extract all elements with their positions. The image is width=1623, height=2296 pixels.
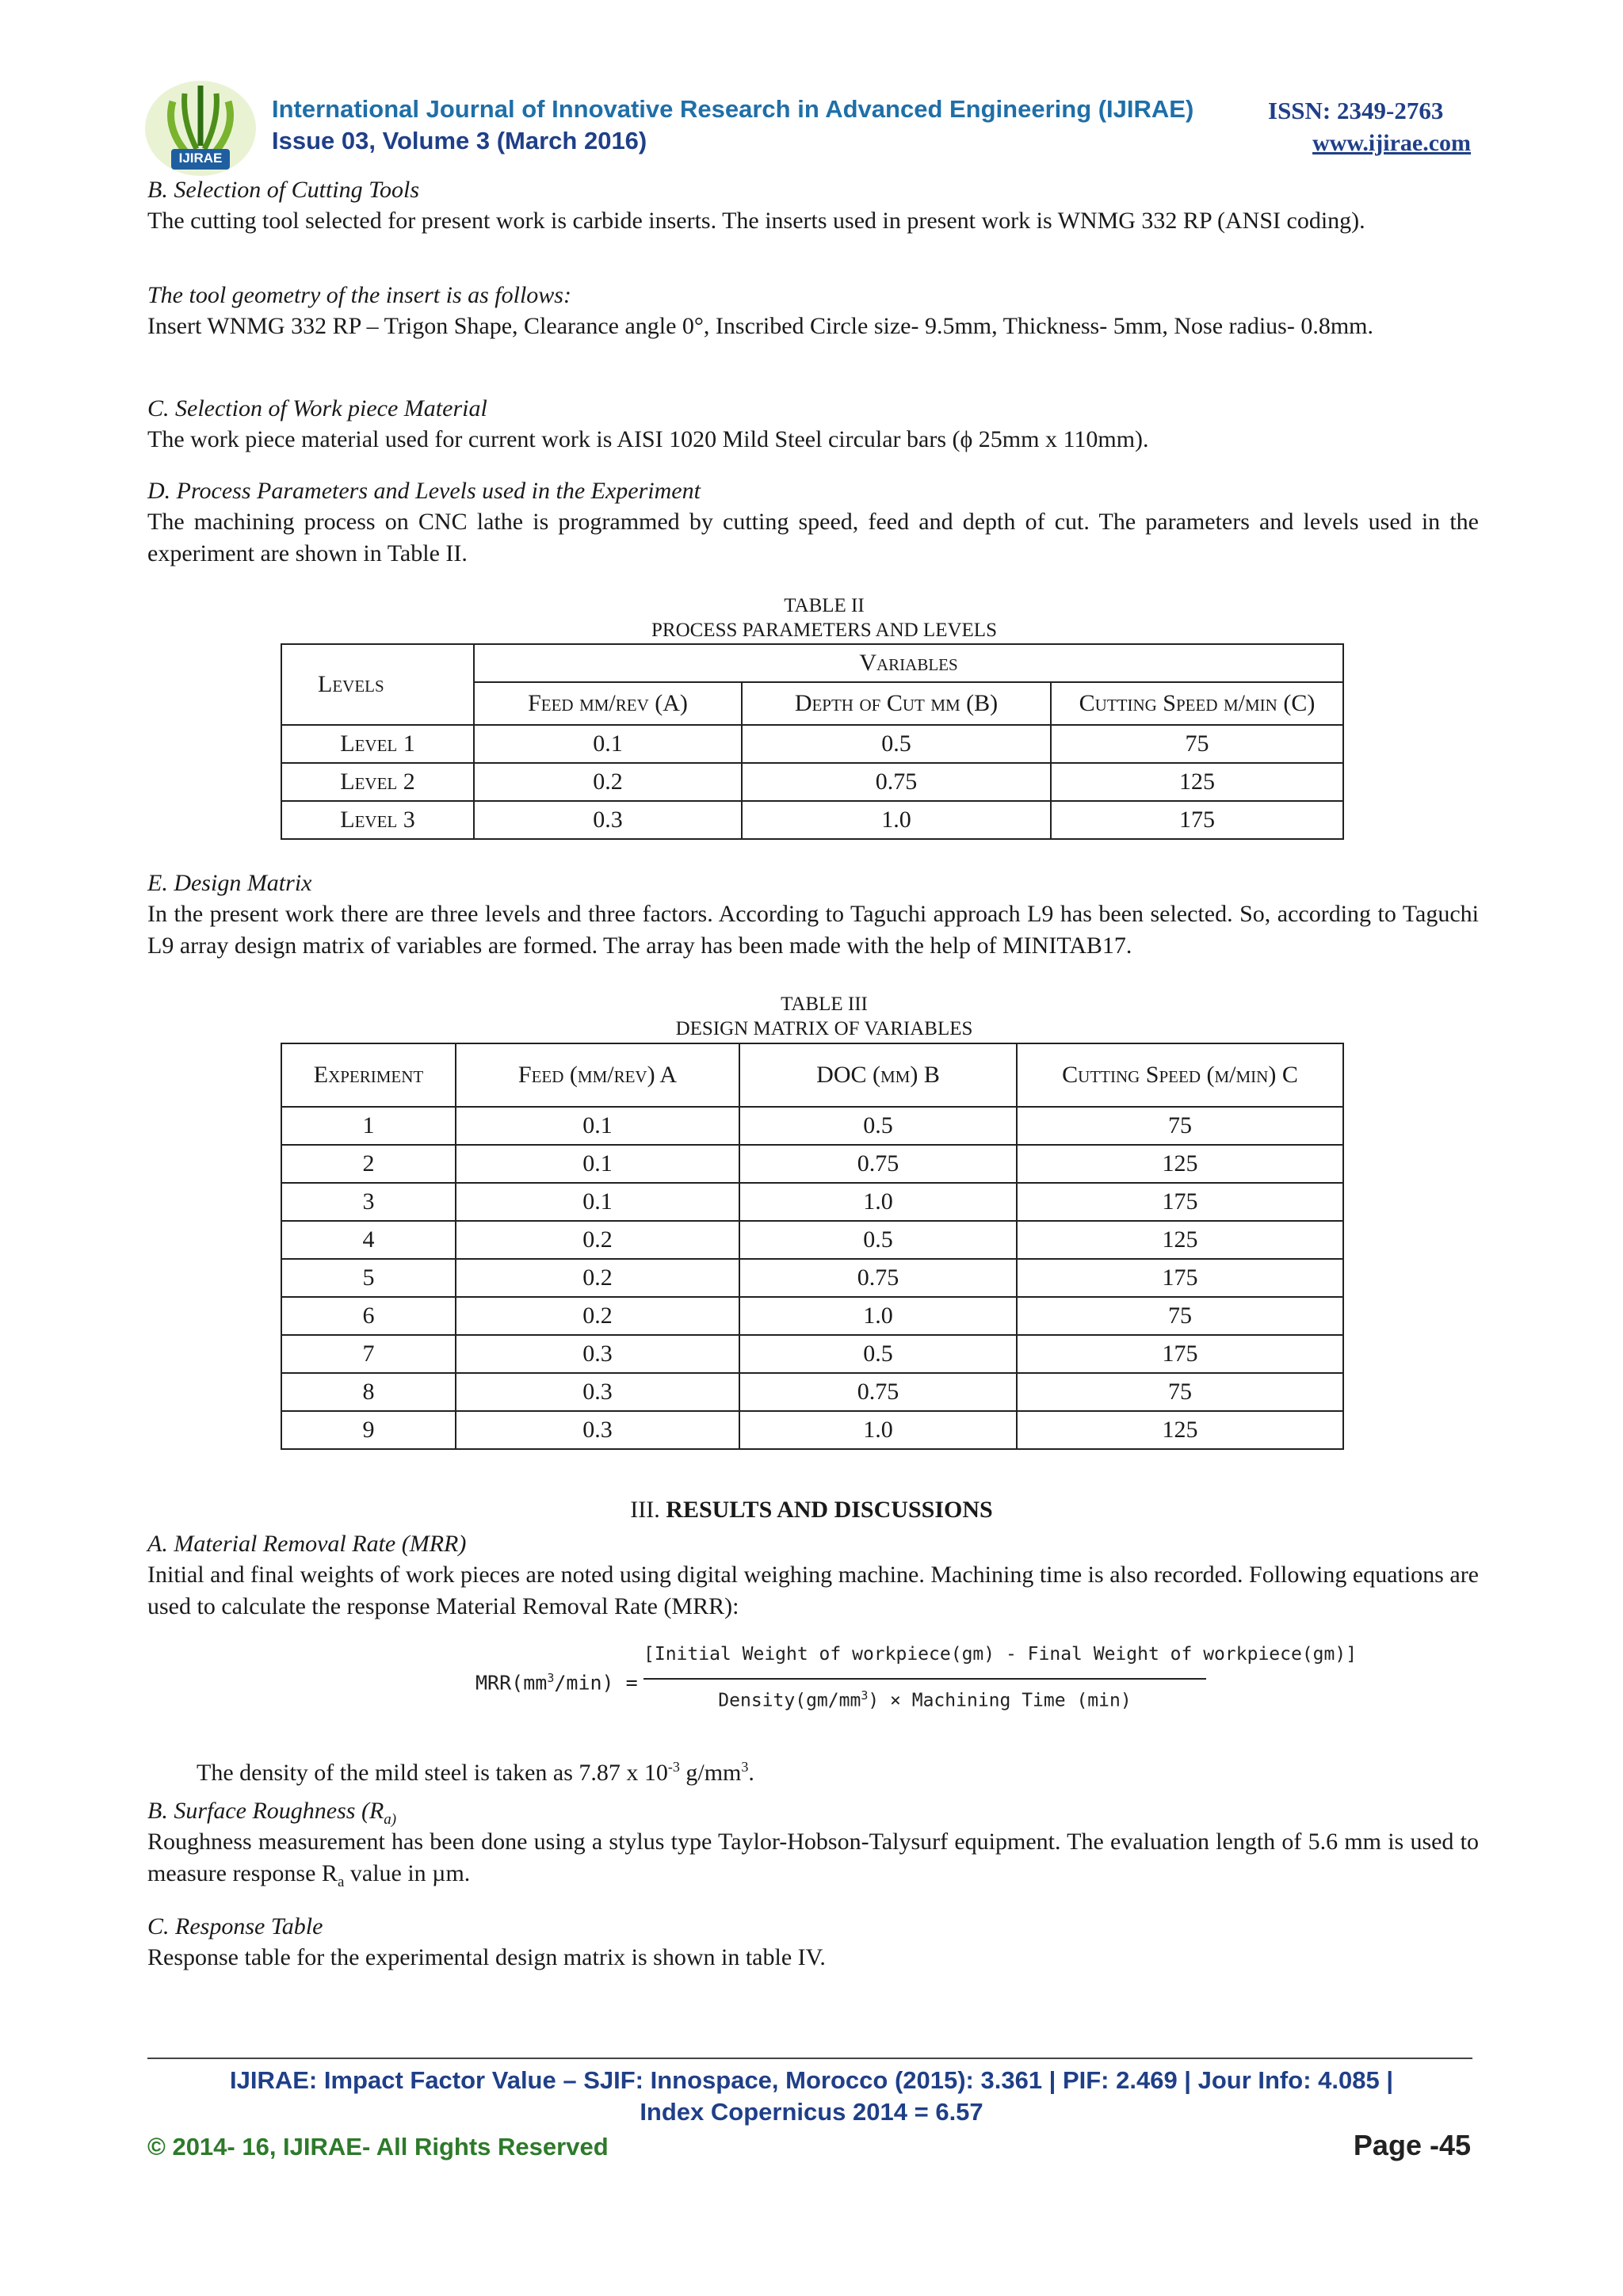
footer-impact-line1: IJIRAE: Impact Factor Value – SJIF: Innospace, Morocco (2015): 3.361 | PIF: 2.469 | Jour Info: 4.085 | [230, 2066, 1393, 2094]
section-c2-text: Response table for the experimental design matrix is shown in table IV. [147, 1944, 826, 1970]
table-row [281, 1107, 1343, 1145]
table3-exp-cell: 5 [281, 1259, 456, 1297]
table3-feed-cell: 0.1 [456, 1183, 739, 1221]
table3-doc-cell: 0.75 [739, 1259, 1017, 1297]
table2-speed-cell: 75 [1051, 725, 1343, 763]
table3-feed-cell: 0.2 [456, 1259, 739, 1297]
table3-feed-cell: 0.1 [456, 1145, 739, 1183]
footer-impact-line2: Index Copernicus 2014 = 6.57 [640, 2098, 983, 2126]
section-a-text: Initial and final weights of work pieces are noted using digital weighing machine. Machining time is also recorded. Following equations are used to calculate the response Material Removal Rate (MRR): [147, 1562, 1479, 1619]
table-row [281, 801, 1343, 839]
table3-speed-cell: 125 [1017, 1411, 1343, 1449]
table3-doc-cell: 1.0 [739, 1297, 1017, 1335]
table2-speed-cell: 175 [1051, 801, 1343, 839]
table3-speed-cell: 75 [1017, 1107, 1343, 1145]
mrr-equation-lhs: $MRR(mm^3/\min)$ = [475, 1671, 638, 1695]
table3-speed-cell: 175 [1017, 1183, 1343, 1221]
journal-issue: Issue 03, Volume 3 (March 2016) [272, 127, 647, 154]
table-row [281, 1221, 1343, 1259]
results-heading [0, 1494, 1623, 1526]
table3-exp-cell: 6 [281, 1297, 456, 1335]
table2-level-cell: Level 2 [281, 763, 474, 801]
section-b2-heading: B. Surface Roughness ($R_{a)}$ [147, 1798, 397, 1828]
table3-experiment-header: Experiment [281, 1043, 456, 1107]
table2-depth-cell: 1.0 [742, 801, 1051, 839]
section-b2-text: Roughness measurement has been done using a stylus type Taylor-Hobson-Talysurf equipment. The evaluation length of 5.6 mm is used to measure response $R_a$ value in µm. [147, 1829, 1479, 1890]
footer-divider [147, 2058, 1472, 2059]
table3-exp-cell: 4 [281, 1221, 456, 1259]
mrr-equation-numerator: [Initial Weight of workpiece(gm) - Final Weight of workpiece(gm)] [643, 1644, 1358, 1665]
density-text: The density of the mild steel is taken as 7.87 x $10^{-3}$ $g/mm^3$. [197, 1759, 754, 1786]
table3-feed-cell: 0.3 [456, 1335, 739, 1373]
table2-feed-cell: 0.3 [474, 801, 742, 839]
table3-feed-cell: 0.3 [456, 1411, 739, 1449]
table3-doc-cell: 0.75 [739, 1145, 1017, 1183]
section-c2-heading: C. Response Table [147, 1913, 323, 1939]
table3-exp-cell: 7 [281, 1335, 456, 1373]
mrr-equation [475, 1644, 1358, 1731]
table3-caption-number: TABLE III [781, 994, 868, 1015]
table2-col-depth: Depth of Cut mm (B) [742, 682, 1051, 725]
table3-exp-cell: 1 [281, 1107, 456, 1145]
journal-logo [141, 70, 260, 177]
section-e-heading: E. Design Matrix [147, 870, 312, 896]
mrr-equation-denominator: $Density(gm/mm^3)$ × Machining Time (min) [718, 1688, 1132, 1711]
table3-speed-header: Cutting Speed (m/min) C [1017, 1043, 1343, 1107]
table3-speed-cell: 75 [1017, 1297, 1343, 1335]
table-row [281, 1373, 1343, 1411]
table3-doc-cell: 1.0 [739, 1411, 1017, 1449]
section-d-heading: D. Process Parameters and Levels used in the Experiment [147, 478, 701, 504]
section-b-heading: B. Selection of Cutting Tools [147, 177, 420, 203]
table3-speed-cell: 175 [1017, 1259, 1343, 1297]
table3-doc-cell: 0.5 [739, 1107, 1017, 1145]
table2-level-cell: Level 3 [281, 801, 474, 839]
table2-level-cell: Level 1 [281, 725, 474, 763]
table-row [281, 725, 1343, 763]
table3-doc-cell: 0.75 [739, 1373, 1017, 1411]
table2-depth-cell: 0.75 [742, 763, 1051, 801]
table-row [281, 1183, 1343, 1221]
results-heading-number: III. [630, 1497, 660, 1523]
section-c-heading: C. Selection of Work piece Material [147, 395, 487, 421]
table3-exp-cell: 2 [281, 1145, 456, 1183]
footer-copyright: © 2014- 16, IJIRAE- All Rights Reserved [147, 2133, 609, 2161]
table2-variables-header: Variables [474, 644, 1343, 682]
table3-speed-cell: 75 [1017, 1373, 1343, 1411]
section-a-heading: A. Material Removal Rate (MRR) [147, 1531, 467, 1557]
table3-feed-cell: 0.2 [456, 1221, 739, 1259]
table2-col-speed: Cutting Speed m/min (C) [1051, 682, 1343, 725]
design-matrix-table [281, 1043, 1344, 1450]
table-row [281, 763, 1343, 801]
table2-caption-number: TABLE II [784, 595, 865, 616]
journal-title: International Journal of Innovative Research in Advanced Engineering (IJIRAE) [272, 95, 1194, 123]
section-b-text: The cutting tool selected for present work is carbide inserts. The inserts used in present work is WNMG 332 RP (ANSI coding). [147, 208, 1365, 234]
section-d-text: The machining process on CNC lathe is programmed by cutting speed, feed and depth of cut. The parameters and levels used in the experiment are shown in Table II. [147, 509, 1479, 566]
logo-text: IJIRAE [178, 151, 223, 166]
table-row [281, 1145, 1343, 1183]
table-row [281, 1259, 1343, 1297]
table2-feed-cell: 0.2 [474, 763, 742, 801]
table-row [281, 1411, 1343, 1449]
table-row [281, 1297, 1343, 1335]
table3-feed-header: Feed (mm/rev) A [456, 1043, 739, 1107]
table3-feed-cell: 0.3 [456, 1373, 739, 1411]
table2-levels-header: Levels [281, 644, 474, 725]
section-c-text: The work piece material used for current work is AISI 1020 Mild Steel circular bars (ϕ 25mm x 110mm). [147, 426, 1149, 452]
table3-doc-cell: 1.0 [739, 1183, 1017, 1221]
table3-exp-cell: 3 [281, 1183, 456, 1221]
table3-speed-cell: 125 [1017, 1221, 1343, 1259]
process-parameters-table [281, 643, 1344, 840]
table2-caption-title: PROCESS PARAMETERS AND LEVELS [651, 620, 997, 641]
mrr-fraction-bar [643, 1678, 1206, 1680]
table2-col-feed: Feed mm/rev (A) [474, 682, 742, 725]
table3-speed-cell: 125 [1017, 1145, 1343, 1183]
tool-geometry-text: Insert WNMG 332 RP – Trigon Shape, Clearance angle 0°, Inscribed Circle size- 9.5mm, Thickness- 5mm, Nose radius- 0.8mm. [147, 313, 1374, 339]
table-row [281, 1335, 1343, 1373]
page-number: Page -45 [1353, 2129, 1471, 2161]
table2-speed-cell: 125 [1051, 763, 1343, 801]
journal-website-link[interactable]: www.ijirae.com [1312, 130, 1471, 156]
results-heading-text: RESULTS AND DISCUSSIONS [666, 1497, 993, 1523]
table3-speed-cell: 175 [1017, 1335, 1343, 1373]
table3-feed-cell: 0.1 [456, 1107, 739, 1145]
journal-issn: ISSN: 2349-2763 [1268, 97, 1444, 124]
table3-feed-cell: 0.2 [456, 1297, 739, 1335]
table3-doc-cell: 0.5 [739, 1221, 1017, 1259]
table3-doc-cell: 0.5 [739, 1335, 1017, 1373]
table3-exp-cell: 9 [281, 1411, 456, 1449]
table2-depth-cell: 0.5 [742, 725, 1051, 763]
section-e-text: In the present work there are three levels and three factors. According to Taguchi approach L9 has been selected. So, according to Taguchi L9 array design matrix of variables are formed. The array has been made with the help of MINITAB17. [147, 901, 1479, 959]
table2-feed-cell: 0.1 [474, 725, 742, 763]
table3-caption-title: DESIGN MATRIX OF VARIABLES [675, 1018, 973, 1039]
tool-geometry-heading: The tool geometry of the insert is as follows: [147, 282, 571, 308]
table3-exp-cell: 8 [281, 1373, 456, 1411]
table3-doc-header: DOC (mm) B [739, 1043, 1017, 1107]
